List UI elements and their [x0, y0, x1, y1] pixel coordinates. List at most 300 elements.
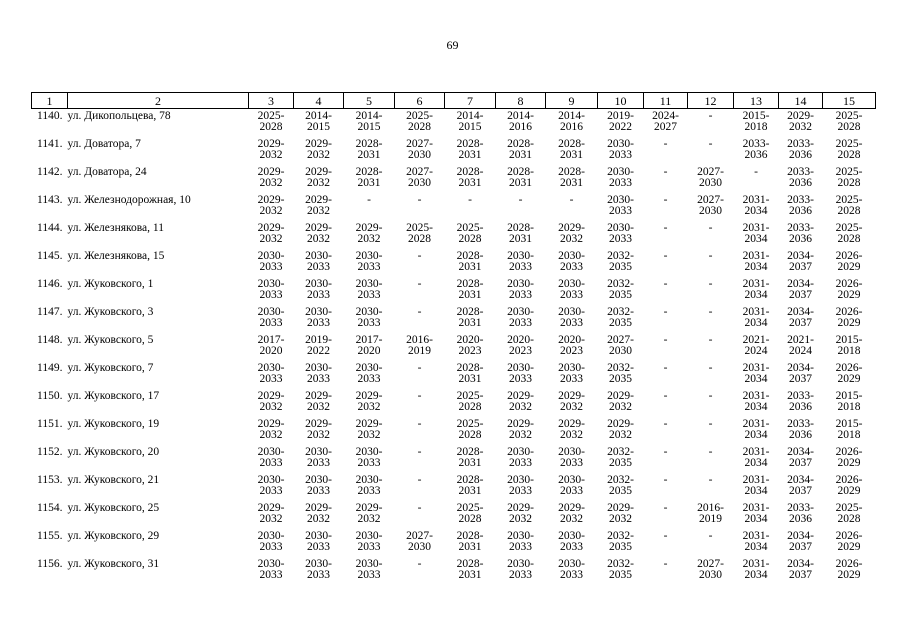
period-value: 2025- 2028 — [406, 110, 433, 133]
period-cell — [249, 223, 294, 251]
period-cell — [344, 363, 395, 391]
period-value: 2032- 2035 — [607, 530, 634, 553]
period-cell — [294, 167, 344, 195]
address-cell: ул. Жуковского, 3 — [67, 306, 154, 318]
period-cell — [445, 419, 496, 447]
period-value: 2025- 2028 — [456, 222, 484, 245]
period-value: 2017- 2020 — [257, 334, 285, 357]
period-value: 2028- 2031 — [456, 278, 484, 301]
period-value: 2029- 2032 — [305, 222, 332, 245]
address-cell: ул. Жуковского, 29 — [67, 530, 160, 542]
period-cell — [598, 447, 644, 475]
row-number: 1154. — [37, 502, 63, 514]
period-cell — [823, 447, 876, 475]
period-value: - — [663, 166, 668, 178]
period-cell — [688, 223, 734, 251]
period-cell — [779, 503, 823, 531]
table-row — [32, 531, 876, 559]
period-value: 2029- 2032 — [305, 390, 332, 413]
period-value: 2025- 2028 — [835, 166, 863, 189]
period-value: - — [663, 250, 668, 262]
period-cell — [546, 139, 598, 167]
period-cell — [445, 109, 496, 140]
period-cell — [823, 109, 876, 140]
column-header-4: 4 — [294, 93, 344, 109]
period-cell — [688, 307, 734, 335]
period-cell — [598, 109, 644, 140]
table-row — [32, 223, 876, 251]
period-value: - — [663, 306, 668, 318]
address-cell: ул. Жуковского, 31 — [67, 558, 160, 570]
period-value: 2032- 2035 — [607, 558, 634, 581]
row-number: 1144. — [37, 222, 63, 234]
column-header-10: 10 — [598, 93, 644, 109]
period-value: 2029- 2032 — [257, 390, 285, 413]
period-cell — [344, 531, 395, 559]
period-cell — [644, 419, 688, 447]
period-value: 2014- 2015 — [355, 110, 383, 133]
column-header-12: 12 — [688, 93, 734, 109]
period-value: - — [663, 362, 668, 374]
table-row — [32, 503, 876, 531]
period-cell — [249, 475, 294, 503]
row-number: 1146. — [37, 278, 63, 290]
period-value: 2029- 2032 — [257, 166, 285, 189]
period-cell — [823, 279, 876, 307]
period-cell — [249, 279, 294, 307]
column-header-2: 2 — [68, 93, 249, 109]
period-cell — [344, 279, 395, 307]
address-cell: ул. Жуковского, 19 — [67, 418, 160, 430]
address-cell: ул. Доватора, 7 — [67, 138, 141, 150]
period-value: 2026- 2029 — [835, 250, 863, 273]
period-value: 2034- 2037 — [787, 446, 814, 469]
period-value: 2029- 2032 — [257, 194, 285, 217]
period-cell — [445, 391, 496, 419]
period-cell — [734, 139, 779, 167]
period-cell — [546, 419, 598, 447]
period-value: 2031- 2034 — [742, 194, 770, 217]
period-value: 2034- 2037 — [787, 278, 814, 301]
period-value: 2027- 2030 — [607, 334, 634, 357]
period-value: 2026- 2029 — [835, 530, 863, 553]
period-value: 2014- 2016 — [558, 110, 585, 133]
period-value: 2029- 2032 — [507, 418, 534, 441]
period-value: 2015- 2018 — [742, 110, 770, 133]
period-value: - — [417, 194, 422, 206]
period-value: 2028- 2031 — [558, 138, 585, 161]
period-value: 2029- 2032 — [305, 194, 332, 217]
period-cell — [344, 109, 395, 140]
period-cell — [598, 223, 644, 251]
period-cell — [249, 251, 294, 279]
period-value: 2029- 2032 — [558, 222, 585, 245]
period-value: 2033- 2036 — [787, 418, 814, 441]
period-cell — [344, 559, 395, 587]
period-value: - — [417, 390, 422, 402]
period-value: - — [417, 558, 422, 570]
period-cell — [294, 419, 344, 447]
period-value: 2029- 2032 — [787, 110, 814, 133]
period-value: 2026- 2029 — [835, 474, 863, 497]
period-cell — [445, 531, 496, 559]
period-cell — [644, 109, 688, 140]
period-value: 2028- 2031 — [456, 530, 484, 553]
period-value: 2029- 2032 — [558, 502, 585, 525]
period-value: 2030- 2033 — [507, 474, 534, 497]
period-value: 2034- 2037 — [787, 558, 814, 581]
period-value: 2031- 2034 — [742, 502, 770, 525]
period-value: 2030- 2033 — [257, 530, 285, 553]
period-cell — [496, 503, 546, 531]
address-cell: ул. Дикопольцева, 78 — [67, 110, 171, 122]
period-value: - — [367, 194, 371, 206]
period-value: 2030- 2033 — [257, 474, 285, 497]
address-cell: ул. Жуковского, 20 — [67, 446, 160, 458]
period-cell — [249, 559, 294, 587]
row-number: 1145. — [37, 250, 63, 262]
period-value: - — [417, 362, 422, 374]
period-value: 2029- 2032 — [558, 418, 585, 441]
period-cell — [496, 223, 546, 251]
period-value: 2030- 2033 — [257, 362, 285, 385]
period-cell — [249, 307, 294, 335]
period-value: 2033- 2036 — [742, 138, 770, 161]
period-value: 2028- 2031 — [456, 362, 484, 385]
period-cell — [445, 167, 496, 195]
period-cell — [294, 503, 344, 531]
period-cell — [779, 279, 823, 307]
period-cell — [496, 195, 546, 223]
period-cell — [734, 503, 779, 531]
period-cell — [688, 475, 734, 503]
period-value: 2029- 2032 — [305, 166, 332, 189]
period-value: - — [417, 250, 422, 262]
period-value: 2030- 2033 — [305, 474, 332, 497]
address-cell: ул. Железнякова, 15 — [67, 250, 165, 262]
period-cell — [395, 251, 445, 279]
period-value: 2016- 2019 — [697, 502, 724, 525]
period-cell — [395, 419, 445, 447]
period-cell — [294, 251, 344, 279]
period-value: 2031- 2034 — [742, 446, 770, 469]
period-cell — [779, 139, 823, 167]
period-cell — [644, 363, 688, 391]
period-cell — [395, 391, 445, 419]
period-cell — [734, 447, 779, 475]
row-number: 1147. — [37, 306, 63, 318]
period-cell — [294, 447, 344, 475]
period-value: 2027- 2030 — [406, 530, 433, 553]
period-value: 2025- 2028 — [835, 110, 863, 133]
period-value: - — [468, 194, 472, 206]
period-cell — [546, 195, 598, 223]
column-header-5: 5 — [344, 93, 395, 109]
row-number: 1155. — [37, 530, 63, 542]
period-value: 2031- 2034 — [742, 390, 770, 413]
period-value: 2030- 2033 — [507, 306, 534, 329]
period-value: 2033- 2036 — [787, 390, 814, 413]
period-cell — [779, 419, 823, 447]
period-cell — [598, 335, 644, 363]
period-value: 2029- 2032 — [607, 418, 634, 441]
period-value: 2034- 2037 — [787, 362, 814, 385]
period-value: - — [708, 222, 713, 234]
period-value: 2028- 2031 — [558, 166, 585, 189]
period-cell — [688, 419, 734, 447]
period-cell — [644, 475, 688, 503]
column-header-14: 14 — [779, 93, 823, 109]
period-value: 2019- 2022 — [305, 334, 332, 357]
period-value: 2031- 2034 — [742, 530, 770, 553]
period-cell — [546, 223, 598, 251]
period-value: 2028- 2031 — [456, 138, 484, 161]
period-value: - — [417, 502, 422, 514]
period-value: 2033- 2036 — [787, 166, 814, 189]
period-cell — [496, 419, 546, 447]
address-cell: ул. Жуковского, 17 — [67, 390, 160, 402]
period-value: 2030- 2033 — [607, 138, 634, 161]
period-cell — [546, 307, 598, 335]
period-value: 2020- 2023 — [507, 334, 534, 357]
period-cell — [823, 167, 876, 195]
period-cell — [546, 167, 598, 195]
period-cell — [344, 419, 395, 447]
period-cell — [734, 363, 779, 391]
address-cell: ул. Жуковского, 1 — [67, 278, 154, 290]
period-value: 2029- 2032 — [355, 222, 383, 245]
period-cell — [496, 307, 546, 335]
period-value: 2030- 2033 — [305, 558, 332, 581]
period-cell — [734, 475, 779, 503]
row-number: 1141. — [37, 138, 63, 150]
period-cell — [823, 335, 876, 363]
period-cell — [344, 335, 395, 363]
period-cell — [688, 531, 734, 559]
period-cell — [734, 531, 779, 559]
period-value: 2028- 2031 — [507, 138, 534, 161]
period-value: 2034- 2037 — [787, 530, 814, 553]
period-cell — [823, 531, 876, 559]
period-cell — [395, 195, 445, 223]
period-value: 2020- 2023 — [456, 334, 484, 357]
period-value: 2030- 2033 — [305, 278, 332, 301]
column-header-11: 11 — [644, 93, 688, 109]
period-cell — [598, 531, 644, 559]
period-value: 2030- 2033 — [558, 362, 585, 385]
row-number: 1156. — [37, 558, 63, 570]
period-value: 2025- 2028 — [456, 418, 484, 441]
period-value: 2014- 2015 — [456, 110, 484, 133]
table-row — [32, 475, 876, 503]
period-cell — [249, 335, 294, 363]
period-value: - — [417, 418, 422, 430]
period-value: 2030- 2033 — [607, 166, 634, 189]
period-value: - — [663, 418, 668, 430]
table-row — [32, 363, 876, 391]
period-value: 2030- 2033 — [257, 446, 285, 469]
period-value: 2015- 2018 — [835, 418, 863, 441]
period-cell — [294, 279, 344, 307]
period-value: - — [708, 250, 713, 262]
period-value: - — [417, 474, 422, 486]
period-cell — [395, 167, 445, 195]
period-value: - — [708, 110, 713, 122]
period-cell — [644, 391, 688, 419]
period-value: 2031- 2034 — [742, 362, 770, 385]
period-value: 2030- 2033 — [305, 530, 332, 553]
period-value: - — [518, 194, 523, 206]
period-cell — [598, 363, 644, 391]
period-cell — [734, 335, 779, 363]
period-cell — [779, 559, 823, 587]
period-cell — [294, 109, 344, 140]
row-number: 1151. — [37, 418, 63, 430]
period-cell — [546, 335, 598, 363]
period-cell — [294, 475, 344, 503]
period-value: 2030- 2033 — [558, 278, 585, 301]
period-value: 2030- 2033 — [607, 194, 634, 217]
table-row — [32, 335, 876, 363]
period-cell — [688, 139, 734, 167]
period-value: 2030- 2033 — [355, 474, 383, 497]
period-value: 2031- 2034 — [742, 306, 770, 329]
column-header-13: 13 — [734, 93, 779, 109]
address-cell: ул. Жуковского, 5 — [67, 334, 154, 346]
period-cell — [823, 195, 876, 223]
period-cell — [445, 503, 496, 531]
period-cell — [688, 195, 734, 223]
period-cell — [734, 279, 779, 307]
period-cell — [688, 559, 734, 587]
period-value: 2034- 2037 — [787, 474, 814, 497]
repair-schedule-table — [31, 92, 876, 587]
table-row — [32, 559, 876, 587]
period-value: 2029- 2032 — [257, 418, 285, 441]
period-value: - — [708, 390, 713, 402]
column-header-15: 15 — [823, 93, 876, 109]
period-value: 2019- 2022 — [607, 110, 634, 133]
period-cell — [598, 475, 644, 503]
period-cell — [823, 559, 876, 587]
period-value: - — [417, 306, 422, 318]
period-cell — [249, 391, 294, 419]
period-value: 2015- 2018 — [835, 390, 863, 413]
period-value: 2030- 2033 — [257, 306, 285, 329]
period-cell — [734, 307, 779, 335]
period-cell — [644, 223, 688, 251]
period-value: - — [663, 390, 668, 402]
period-value: 2029- 2032 — [305, 418, 332, 441]
period-cell — [823, 307, 876, 335]
table-body — [32, 109, 876, 588]
period-cell — [294, 223, 344, 251]
period-cell — [445, 279, 496, 307]
period-cell — [249, 531, 294, 559]
period-cell — [598, 503, 644, 531]
period-cell — [688, 251, 734, 279]
period-cell — [496, 363, 546, 391]
period-cell — [779, 307, 823, 335]
period-value: - — [754, 166, 758, 178]
period-value: 2014- 2015 — [305, 110, 332, 133]
period-cell — [395, 447, 445, 475]
period-cell — [644, 167, 688, 195]
period-value: - — [663, 474, 668, 486]
period-value: 2030- 2033 — [305, 362, 332, 385]
period-cell — [823, 475, 876, 503]
period-cell — [344, 139, 395, 167]
period-value: - — [708, 530, 713, 542]
period-cell — [445, 447, 496, 475]
period-value: 2030- 2033 — [558, 474, 585, 497]
address-cell: ул. Жуковского, 25 — [67, 502, 160, 514]
row-number: 1150. — [37, 390, 63, 402]
period-cell — [644, 139, 688, 167]
period-cell — [249, 167, 294, 195]
period-value: 2030- 2033 — [507, 530, 534, 553]
period-value: - — [708, 362, 713, 374]
period-value: - — [663, 334, 668, 346]
period-value: 2030- 2033 — [355, 530, 383, 553]
period-cell — [823, 223, 876, 251]
period-value: 2028- 2031 — [456, 166, 484, 189]
column-header-1: 1 — [32, 93, 68, 109]
period-cell — [344, 391, 395, 419]
period-value: - — [708, 418, 713, 430]
period-cell — [734, 559, 779, 587]
period-value: 2025- 2028 — [456, 390, 484, 413]
period-value: 2021- 2024 — [787, 334, 814, 357]
period-cell — [823, 503, 876, 531]
period-value: 2031- 2034 — [742, 558, 770, 581]
period-value: 2028- 2031 — [355, 138, 383, 161]
period-cell — [249, 363, 294, 391]
table-row — [32, 307, 876, 335]
period-value: - — [417, 278, 422, 290]
period-cell — [395, 307, 445, 335]
period-cell — [734, 195, 779, 223]
period-cell — [496, 279, 546, 307]
period-value: 2030- 2033 — [257, 558, 285, 581]
period-cell — [445, 335, 496, 363]
period-cell — [644, 251, 688, 279]
column-header-8: 8 — [496, 93, 546, 109]
period-cell — [823, 139, 876, 167]
period-cell — [395, 335, 445, 363]
period-cell — [546, 279, 598, 307]
table-row — [32, 167, 876, 195]
row-number: 1148. — [37, 334, 63, 346]
period-value: 2028- 2031 — [456, 446, 484, 469]
period-cell — [294, 391, 344, 419]
period-cell — [249, 139, 294, 167]
period-cell — [445, 195, 496, 223]
period-cell — [445, 559, 496, 587]
period-value: 2032- 2035 — [607, 474, 634, 497]
table-row — [32, 419, 876, 447]
period-cell — [249, 195, 294, 223]
period-value: 2027- 2030 — [406, 166, 433, 189]
period-cell — [496, 475, 546, 503]
period-value: 2030- 2033 — [507, 446, 534, 469]
period-value: 2029- 2032 — [607, 502, 634, 525]
period-cell — [644, 447, 688, 475]
period-value: 2032- 2035 — [607, 446, 634, 469]
period-value: 2032- 2035 — [607, 250, 634, 273]
period-cell — [344, 167, 395, 195]
period-value: 2032- 2035 — [607, 278, 634, 301]
